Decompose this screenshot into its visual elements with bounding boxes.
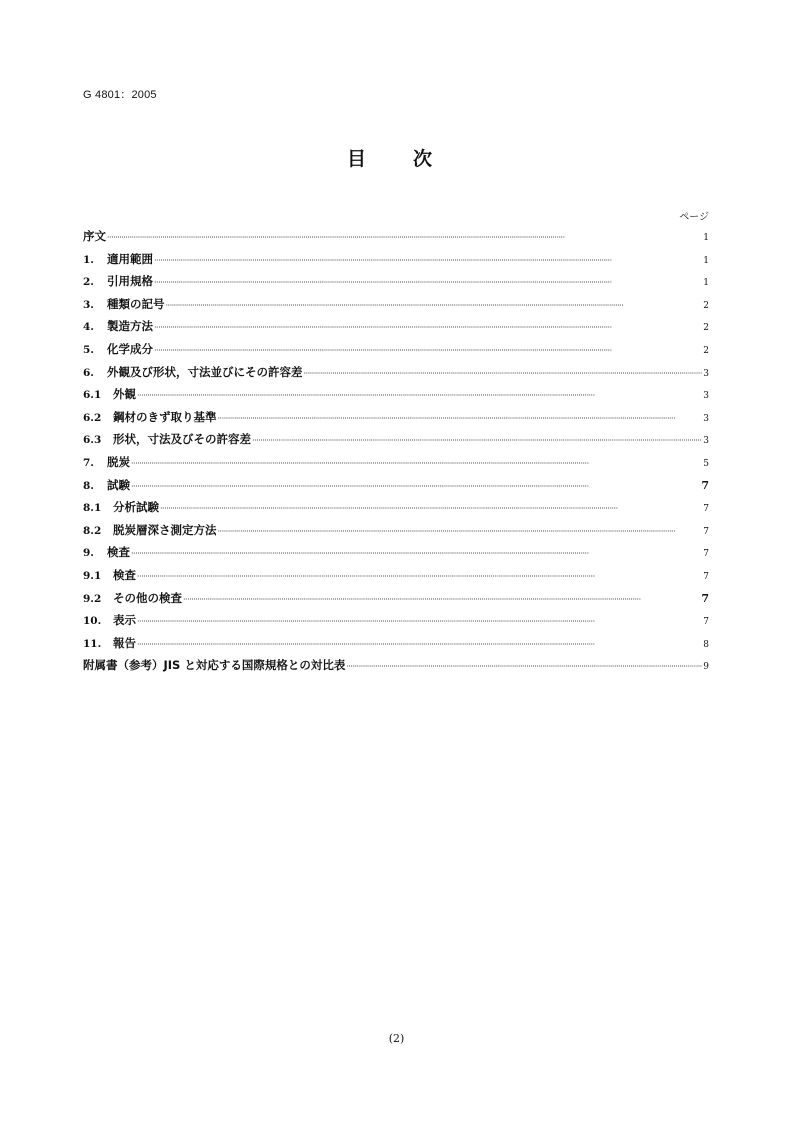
toc-entry-number: 11.	[83, 637, 102, 650]
toc-entry-page: 3	[703, 436, 709, 447]
toc-leader-dots	[218, 521, 703, 544]
toc-entry-number: 4.	[83, 321, 94, 334]
toc-entry-8[interactable]	[83, 474, 709, 497]
toc-entry-page: 9	[703, 662, 709, 673]
page-title: 目 次	[346, 148, 446, 170]
table-of-contents	[83, 225, 709, 677]
toc-leader-dots	[166, 295, 703, 318]
toc-entry-page: 3	[703, 391, 709, 402]
toc-entry-5[interactable]	[83, 338, 709, 361]
toc-entry-number: 10.	[83, 615, 102, 628]
toc-entry-page: 3	[703, 368, 709, 379]
toc-entry-title: 鋼材のきず取り基準	[113, 409, 217, 424]
toc-entry-9[interactable]	[83, 541, 709, 564]
toc-entry-title: 外観及び形状，寸法並びにその許容差	[107, 364, 303, 379]
toc-entry-number: 1.	[83, 253, 94, 266]
toc-entry-title: 試験	[107, 477, 130, 492]
toc-leader-dots	[107, 227, 702, 250]
toc-leader-dots	[183, 589, 700, 612]
toc-leader-dots	[137, 566, 702, 589]
toc-entry-page: 5	[703, 458, 709, 469]
toc-leader-dots	[137, 611, 702, 634]
toc-leader-dots	[131, 543, 702, 566]
toc-entry-page: 7	[703, 617, 709, 628]
toc-entry-page: 7	[703, 526, 709, 537]
toc-leader-dots	[137, 634, 702, 657]
toc-entry-page: 7	[703, 571, 709, 582]
toc-entry-page: 1	[703, 278, 709, 289]
toc-entry-page: 7	[703, 504, 709, 515]
toc-entry-3[interactable]	[83, 293, 709, 316]
toc-entry-title: 分析試験	[113, 500, 159, 515]
toc-entry-title: 引用規格	[107, 274, 153, 289]
toc-entry-number: 9.	[83, 547, 94, 560]
toc-entry-title: 附属書（参考）JIS と対応する国際規格との対比表	[83, 658, 346, 673]
toc-entry-1[interactable]	[83, 248, 709, 271]
toc-entry-number: 6.3	[83, 434, 102, 447]
toc-entry-page: 2	[703, 300, 709, 311]
toc-entry-4[interactable]	[83, 315, 709, 338]
toc-entry-number: 2.	[83, 276, 94, 289]
toc-leader-dots	[131, 476, 700, 499]
toc-entry-page: 7	[701, 591, 709, 605]
toc-entry-title: 外観	[113, 387, 136, 402]
toc-leader-dots	[160, 498, 702, 521]
toc-entry-title: 序文	[83, 229, 106, 243]
document-code: G 4801：2005	[83, 89, 157, 101]
toc-entry-title: 化学成分	[107, 341, 153, 356]
toc-entry-6[interactable]	[83, 361, 709, 384]
toc-entry-title: その他の検査	[113, 590, 182, 605]
toc-entry-page: 2	[703, 345, 709, 356]
toc-entry-number: 7.	[83, 456, 94, 469]
toc-entry-title: 検査	[113, 567, 136, 582]
toc-leader-dots	[154, 272, 702, 295]
toc-entry-title: 製造方法	[107, 319, 153, 334]
toc-entry-number: 8.	[83, 479, 94, 492]
toc-entry-page: 8	[703, 639, 709, 650]
toc-entry-title: 脱炭	[107, 454, 130, 469]
toc-entry-page: 3	[703, 413, 709, 424]
toc-entry-annex[interactable]	[83, 654, 709, 677]
toc-entry-number: 3.	[83, 298, 94, 311]
page-number: (2)	[388, 1032, 405, 1045]
toc-entry-page: 1	[703, 233, 709, 243]
toc-leader-dots	[218, 408, 703, 431]
toc-entry-number: 8.1	[83, 502, 102, 515]
toc-entry-number: 9.1	[83, 569, 102, 582]
toc-entry-6-1[interactable]	[83, 383, 709, 406]
toc-entry-title: 表示	[113, 613, 136, 628]
toc-entry-preface[interactable]	[83, 225, 709, 248]
toc-entry-page: 2	[703, 323, 709, 334]
toc-entry-title: 種類の記号	[107, 296, 165, 311]
toc-entry-2[interactable]	[83, 270, 709, 293]
toc-entry-number: 6.1	[83, 389, 102, 402]
toc-entry-10[interactable]	[83, 609, 709, 632]
toc-entry-title: 検査	[107, 545, 130, 560]
toc-entry-number: 6.2	[83, 411, 102, 424]
toc-entry-6-3[interactable]	[83, 428, 709, 451]
toc-entry-6-2[interactable]	[83, 406, 709, 429]
toc-leader-dots	[304, 363, 703, 386]
toc-entry-number: 5.	[83, 343, 94, 356]
toc-entry-number: 8.2	[83, 524, 102, 537]
toc-entry-title: 形状，寸法及びその許容差	[113, 432, 251, 447]
toc-entry-title: 適用範囲	[107, 251, 153, 266]
toc-entry-11[interactable]	[83, 632, 709, 655]
toc-leader-dots	[346, 656, 702, 679]
toc-entry-9-1[interactable]	[83, 564, 709, 587]
toc-entry-title: 脱炭層深さ測定方法	[113, 522, 217, 537]
toc-entry-page: 7	[701, 478, 709, 492]
toc-leader-dots	[252, 430, 702, 453]
toc-entry-8-1[interactable]	[83, 496, 709, 519]
toc-entry-number: 6.	[83, 366, 94, 379]
toc-entry-7[interactable]	[83, 451, 709, 474]
toc-leader-dots	[131, 453, 702, 476]
toc-entry-page: 7	[703, 549, 709, 560]
toc-entry-page: 1	[703, 255, 709, 266]
toc-entry-number: 9.2	[83, 592, 102, 605]
toc-leader-dots	[137, 385, 702, 408]
toc-leader-dots	[154, 250, 702, 273]
toc-entry-8-2[interactable]	[83, 519, 709, 542]
page-column-label: ページ	[679, 212, 709, 223]
toc-leader-dots	[154, 340, 702, 363]
toc-leader-dots	[154, 317, 702, 340]
toc-entry-title: 報告	[113, 635, 136, 650]
toc-entry-9-2[interactable]	[83, 587, 709, 610]
